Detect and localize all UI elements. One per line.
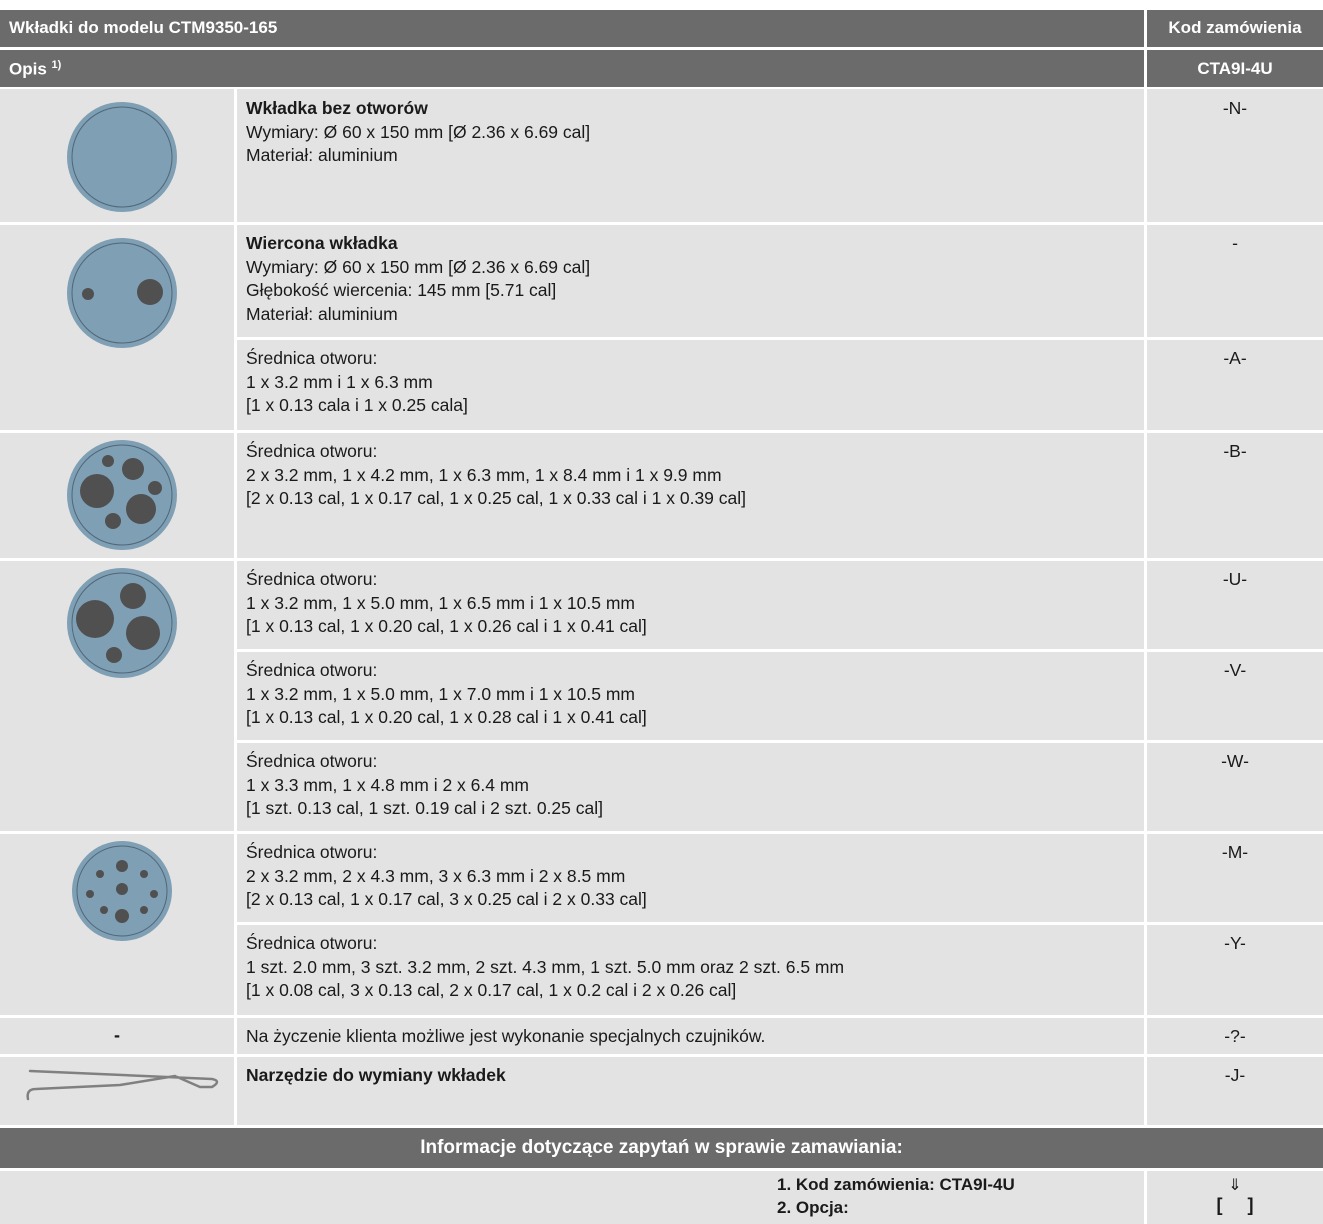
desc-cell-n (237, 89, 1144, 222)
desc-line: [1 x 0.13 cal, 1 x 0.20 cal, 1 x 0.26 cal i 1 x 0.41 cal] (246, 616, 647, 636)
desc-line: Średnica otworu: (246, 569, 378, 589)
code-cell-v: -V- (1147, 652, 1323, 740)
desc-cell-custom (237, 1018, 1144, 1054)
footnote-marker: 1) (51, 59, 62, 71)
table-header-title: Wkładki do modelu CTM9350-165 (0, 10, 1144, 47)
column-header-description (0, 50, 1144, 87)
desc-cell-w (237, 743, 1144, 831)
order-info-title: Informacje dotyczące zapytań w sprawie zamawiania: (0, 1128, 1323, 1168)
desc-line: [1 x 0.13 cala i 1 x 0.25 cala] (246, 395, 468, 415)
desc-line: Materiał: aluminium (246, 303, 398, 324)
code-cell-b: -B- (1147, 433, 1323, 558)
image-cell-two-hole-insert (0, 225, 234, 430)
desc-line: 1 szt. 2.0 mm, 3 szt. 3.2 mm, 2 szt. 4.3 mm, 1 szt. 5.0 mm oraz 2 szt. 6.5 mm (246, 956, 845, 977)
desc-line: [2 x 0.13 cal, 1 x 0.17 cal, 3 x 0.25 cal i 2 x 0.33 cal] (246, 889, 647, 909)
desc-line: Materiał: aluminium (246, 145, 398, 165)
desc-line: Średnica otworu: (246, 842, 378, 862)
image-cell-six-hole-insert (0, 433, 234, 558)
image-cell-nine-hole-insert (0, 834, 234, 1015)
insert-tool-image (0, 1057, 234, 1125)
desc-line: [2 x 0.13 cal, 1 x 0.17 cal, 1 x 0.25 cal, 1 x 0.33 cal i 1 x 0.39 cal] (246, 488, 747, 508)
image-cell-four-hole-insert (0, 561, 234, 831)
desc-title: Narzędzie do wymiany wkładek (246, 1065, 506, 1085)
desc-line: [1 x 0.08 cal, 3 x 0.13 cal, 2 x 0.17 cal, 1 x 0.2 cal i 2 x 0.26 cal] (246, 980, 737, 1000)
desc-line: [1 x 0.13 cal, 1 x 0.20 cal, 1 x 0.28 cal i 1 x 0.41 cal] (246, 707, 647, 727)
blank-insert-image (0, 89, 234, 222)
desc-line: 1 x 3.2 mm, 1 x 5.0 mm, 1 x 6.5 mm i 1 x 10.5 mm (246, 592, 635, 613)
image-cell-tool (0, 1057, 234, 1125)
desc-cell-m (237, 834, 1144, 922)
order-code-line: 1. Kod zamówienia: CTA9I-4U (777, 1175, 1015, 1194)
desc-line: Na życzenie klienta możliwe jest wykonanie specjalnych czujników. (246, 1026, 766, 1046)
desc-title: Wkładka bez otworów (246, 98, 428, 118)
desc-line: Wymiary: Ø 60 x 150 mm [Ø 2.36 x 6.69 cal] (246, 121, 591, 142)
code-cell-u: -U- (1147, 561, 1323, 649)
two-hole-insert-image (0, 225, 234, 430)
desc-line: Średnica otworu: (246, 933, 378, 953)
desc-line: [1 szt. 0.13 cal, 1 szt. 0.19 cal i 2 szt. 0.25 cal] (246, 798, 603, 818)
order-info-body (0, 1171, 1144, 1224)
code-cell-y: -Y- (1147, 925, 1323, 1015)
column-header-model-code: CTA9I-4U (1147, 50, 1323, 87)
desc-cell-tool (237, 1057, 1144, 1125)
desc-line: Głębokość wiercenia: 145 mm [5.71 cal] (246, 280, 557, 300)
desc-cell-b (237, 433, 1144, 558)
code-cell-a: -A- (1147, 340, 1323, 430)
order-option-line: 2. Opcja: (777, 1198, 849, 1217)
code-cell-tool: -J- (1147, 1057, 1323, 1125)
nine-hole-insert-image (0, 834, 234, 1015)
desc-line: Wymiary: Ø 60 x 150 mm [Ø 2.36 x 6.69 cal] (246, 256, 591, 277)
down-arrow-icon: ⇓ (1228, 1177, 1242, 1194)
desc-line: 1 x 3.3 mm, 1 x 4.8 mm i 2 x 6.4 mm (246, 774, 529, 795)
description-label: Opis (9, 59, 47, 79)
desc-line: Średnica otworu: (246, 348, 378, 368)
desc-line: 1 x 3.2 mm, 1 x 5.0 mm, 1 x 7.0 mm i 1 x 10.5 mm (246, 683, 635, 704)
desc-line: Średnica otworu: (246, 660, 378, 680)
desc-cell-y (237, 925, 1144, 1015)
order-info-code-cell (1147, 1171, 1323, 1224)
desc-line: 2 x 3.2 mm, 1 x 4.2 mm, 1 x 6.3 mm, 1 x 8.4 mm i 1 x 9.9 mm (246, 464, 722, 485)
desc-title: Wiercona wkładka (246, 233, 398, 253)
option-bracket: [ ] (1216, 1195, 1254, 1215)
code-cell-w: -W- (1147, 743, 1323, 831)
code-cell-custom: -?- (1147, 1018, 1323, 1054)
code-cell-m: -M- (1147, 834, 1323, 922)
four-hole-insert-image (0, 561, 234, 831)
desc-line: Średnica otworu: (246, 441, 378, 461)
code-cell-n: -N- (1147, 89, 1323, 222)
image-cell-blank-insert (0, 89, 234, 222)
code-cell-drilled: - (1147, 225, 1323, 337)
image-cell-custom: - (0, 1018, 234, 1054)
desc-cell-u (237, 561, 1144, 649)
desc-line: Średnica otworu: (246, 751, 378, 771)
desc-line: 2 x 3.2 mm, 2 x 4.3 mm, 3 x 6.3 mm i 2 x 8.5 mm (246, 865, 626, 886)
desc-cell-v (237, 652, 1144, 740)
table-header-order-code: Kod zamówienia (1147, 10, 1323, 47)
desc-cell-a (237, 340, 1144, 430)
six-hole-insert-image (0, 433, 234, 558)
desc-line: 1 x 3.2 mm i 1 x 6.3 mm (246, 371, 433, 392)
desc-cell-drilled (237, 225, 1144, 337)
